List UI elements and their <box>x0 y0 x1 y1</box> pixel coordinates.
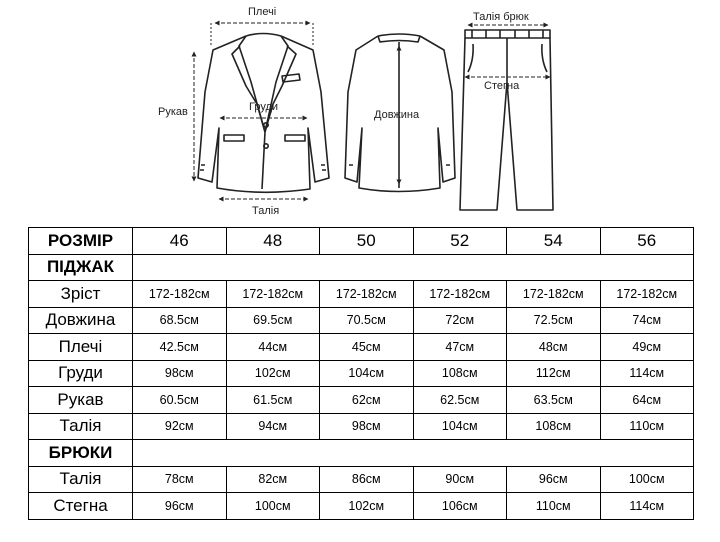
table-row <box>29 413 694 440</box>
table-cell: 61.5см <box>226 387 320 414</box>
table-cell: 106см <box>413 493 507 520</box>
table-cell: 86см <box>320 466 414 493</box>
table-cell: 44см <box>226 334 320 361</box>
table-cell: 172-182см <box>507 281 601 308</box>
table-cell: 172-182см <box>133 281 227 308</box>
jacket-section-spacer <box>133 254 694 281</box>
table-cell: 172-182см <box>600 281 694 308</box>
chest-label: Груди <box>249 101 279 113</box>
waist-label: Талія <box>252 205 280 217</box>
table-cell: 48см <box>507 334 601 361</box>
table-cell: 96см <box>133 493 227 520</box>
hips-label: Стегна <box>484 80 520 92</box>
trousers-section-label: БРЮКИ <box>29 440 133 467</box>
table-cell: 45см <box>320 334 414 361</box>
trouser-waist-label: Талія брюк <box>473 11 529 23</box>
table-cell: 82см <box>226 466 320 493</box>
size-diagram <box>0 0 720 222</box>
row-label: Плечі <box>29 334 133 361</box>
size-table <box>28 227 694 520</box>
size-header-row <box>29 228 694 255</box>
table-row <box>29 387 694 414</box>
jacket-section-label: ПІДЖАК <box>29 254 133 281</box>
size-46: 46 <box>133 228 227 255</box>
row-label: Зріст <box>29 281 133 308</box>
trousers-section-spacer <box>133 440 694 467</box>
table-cell: 62.5см <box>413 387 507 414</box>
size-header-label: РОЗМІР <box>29 228 133 255</box>
row-label: Довжина <box>29 307 133 334</box>
sleeve-label: Рукав <box>158 106 188 118</box>
table-cell: 108см <box>413 360 507 387</box>
table-cell: 64см <box>600 387 694 414</box>
table-row <box>29 307 694 334</box>
row-label: Стегна <box>29 493 133 520</box>
table-cell: 90см <box>413 466 507 493</box>
row-label: Груди <box>29 360 133 387</box>
table-cell: 68.5см <box>133 307 227 334</box>
table-cell: 110см <box>507 493 601 520</box>
table-row <box>29 334 694 361</box>
table-cell: 172-182см <box>413 281 507 308</box>
trousers-drawing <box>460 30 553 210</box>
table-cell: 100см <box>600 466 694 493</box>
table-cell: 72см <box>413 307 507 334</box>
table-cell: 70.5см <box>320 307 414 334</box>
table-cell: 114см <box>600 360 694 387</box>
table-cell: 47см <box>413 334 507 361</box>
size-56: 56 <box>600 228 694 255</box>
table-row <box>29 281 694 308</box>
table-cell: 108см <box>507 413 601 440</box>
size-54: 54 <box>507 228 601 255</box>
table-cell: 42.5см <box>133 334 227 361</box>
table-cell: 102см <box>226 360 320 387</box>
table-cell: 114см <box>600 493 694 520</box>
table-cell: 172-182см <box>320 281 414 308</box>
table-cell: 98см <box>133 360 227 387</box>
length-label: Довжина <box>374 109 420 121</box>
table-cell: 92см <box>133 413 227 440</box>
size-50: 50 <box>320 228 414 255</box>
table-cell: 60.5см <box>133 387 227 414</box>
trousers-section-row <box>29 440 694 467</box>
table-row <box>29 360 694 387</box>
table-cell: 110см <box>600 413 694 440</box>
table-cell: 78см <box>133 466 227 493</box>
table-cell: 112см <box>507 360 601 387</box>
size-48: 48 <box>226 228 320 255</box>
table-cell: 104см <box>320 360 414 387</box>
table-cell: 69.5см <box>226 307 320 334</box>
row-label: Талія <box>29 413 133 440</box>
shoulders-label: Плечі <box>248 6 277 18</box>
table-cell: 102см <box>320 493 414 520</box>
table-row <box>29 493 694 520</box>
size-52: 52 <box>413 228 507 255</box>
table-cell: 104см <box>413 413 507 440</box>
table-cell: 96см <box>507 466 601 493</box>
table-row <box>29 466 694 493</box>
table-cell: 49см <box>600 334 694 361</box>
table-cell: 172-182см <box>226 281 320 308</box>
table-cell: 100см <box>226 493 320 520</box>
table-cell: 94см <box>226 413 320 440</box>
table-cell: 62см <box>320 387 414 414</box>
row-label: Рукав <box>29 387 133 414</box>
table-cell: 72.5см <box>507 307 601 334</box>
row-label: Талія <box>29 466 133 493</box>
table-cell: 98см <box>320 413 414 440</box>
table-cell: 74см <box>600 307 694 334</box>
table-cell: 63.5см <box>507 387 601 414</box>
jacket-section-row <box>29 254 694 281</box>
